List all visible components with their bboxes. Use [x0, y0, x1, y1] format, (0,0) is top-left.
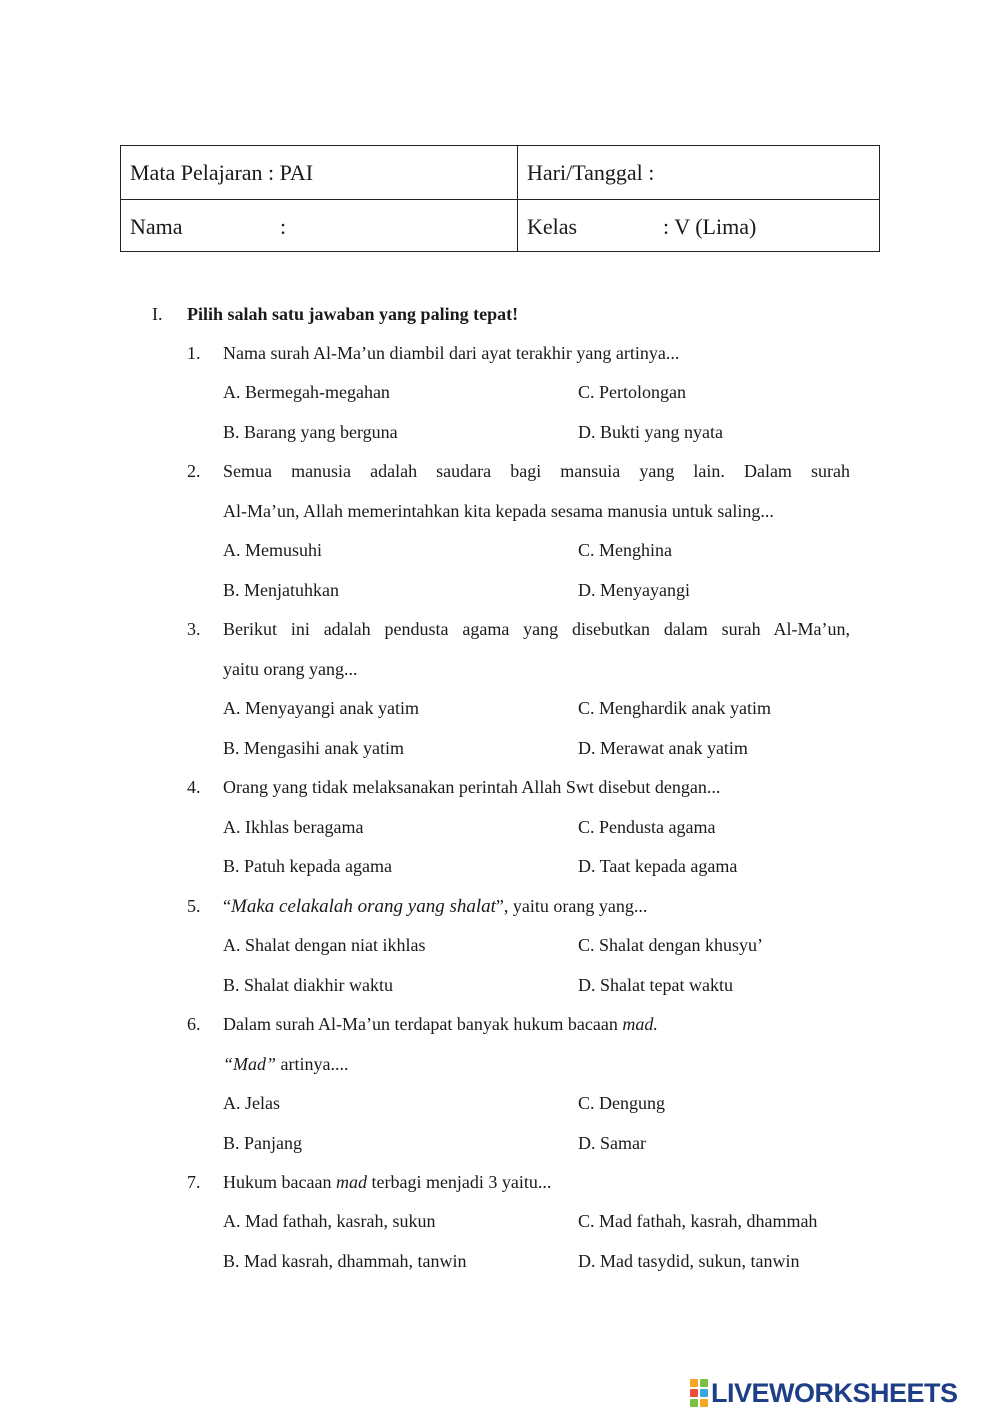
- option-b: B. Menjatuhkan: [223, 580, 339, 600]
- option-b: B. Mad kasrah, dhammah, tanwin: [223, 1251, 467, 1271]
- option-b: B. Mengasihi anak yatim: [223, 738, 404, 758]
- class-value: : V (Lima): [663, 214, 757, 239]
- question-number: 4.: [187, 777, 201, 797]
- name-colon: :: [280, 214, 287, 239]
- option-c: C. Mad fathah, kasrah, dhammah: [578, 1211, 818, 1231]
- question-text: Berikut ini adalah pendusta agama yang disebutkan dalam surah Al-Ma’un,: [223, 619, 850, 639]
- question-text-post: terbagi menjadi 3 yaitu...: [366, 1172, 552, 1192]
- subject-label: Mata Pelajaran : PAI: [130, 160, 314, 185]
- term-italic: “Mad”: [223, 1054, 277, 1074]
- question-text-rest: ”, yaitu orang yang...: [495, 896, 648, 916]
- question-text: Orang yang tidak melaksanakan perintah Allah Swt disebut dengan...: [223, 777, 721, 797]
- question-text-pre: Hukum bacaan: [223, 1172, 336, 1192]
- liveworksheets-logo[interactable]: [690, 1378, 958, 1408]
- class-label: Kelas: [527, 214, 578, 239]
- option-a: A. Bermegah-megahan: [223, 382, 390, 402]
- open-quote: “: [223, 896, 231, 916]
- option-a: A. Menyayangi anak yatim: [223, 698, 419, 718]
- name-label: Nama: [130, 214, 183, 239]
- question-text: [223, 1013, 658, 1035]
- section-number: I.: [152, 304, 163, 324]
- liveworksheets-logo-icon: [690, 1379, 708, 1407]
- question-text: Semua manusia adalah saudara bagi mansuia yang lain. Dalam surah: [223, 461, 850, 481]
- option-d: D. Mad tasydid, sukun, tanwin: [578, 1251, 800, 1271]
- option-c: C. Menghardik anak yatim: [578, 698, 771, 718]
- question-text: [223, 895, 647, 918]
- question-number: 5.: [187, 896, 201, 916]
- option-d: D. Bukti yang nyata: [578, 422, 723, 442]
- question-text: Nama surah Al-Ma’un diambil dari ayat terakhir yang artinya...: [223, 343, 680, 363]
- table-divider-horizontal: [121, 199, 879, 200]
- option-a: A. Memusuhi: [223, 540, 322, 560]
- question-number: 2.: [187, 461, 201, 481]
- date-label: Hari/Tanggal :: [527, 160, 655, 185]
- quote-italic: Maka celakalah orang yang shalat: [231, 896, 496, 917]
- option-b: B. Barang yang berguna: [223, 422, 398, 442]
- question-number: 1.: [187, 343, 201, 363]
- option-c: C. Dengung: [578, 1093, 665, 1113]
- question-text-continued: yaitu orang yang...: [223, 659, 358, 679]
- term-italic: mad: [335, 1172, 367, 1192]
- option-c: C. Shalat dengan khusyu’: [578, 935, 763, 955]
- option-d: D. Menyayangi: [578, 580, 690, 600]
- option-b: B. Patuh kepada agama: [223, 856, 392, 876]
- question-number: 3.: [187, 619, 201, 639]
- question-text-continued: [223, 1053, 349, 1075]
- option-c: C. Menghina: [578, 540, 672, 560]
- option-a: A. Jelas: [223, 1093, 280, 1113]
- option-a: A. Ikhlas beragama: [223, 817, 364, 837]
- question-text-pre: Dalam surah Al-Ma’un terdapat banyak hukum bacaan: [223, 1014, 623, 1034]
- section-instruction: Pilih salah satu jawaban yang paling tepat!: [187, 304, 519, 324]
- question-text-rest: artinya....: [276, 1054, 349, 1074]
- question-text: [223, 1171, 551, 1193]
- option-c: C. Pendusta agama: [578, 817, 716, 837]
- option-d: D. Samar: [578, 1133, 646, 1153]
- brand-name: LIVEWORKSHEETS: [711, 1378, 958, 1408]
- term-italic: mad.: [622, 1014, 658, 1034]
- option-d: D. Merawat anak yatim: [578, 738, 748, 758]
- option-d: D. Shalat tepat waktu: [578, 975, 733, 995]
- question-number: 7.: [187, 1172, 201, 1192]
- option-b: B. Shalat diakhir waktu: [223, 975, 393, 995]
- option-a: A. Mad fathah, kasrah, sukun: [223, 1211, 436, 1231]
- question-number: 6.: [187, 1014, 201, 1034]
- option-c: C. Pertolongan: [578, 382, 686, 402]
- question-text-continued: Al-Ma’un, Allah memerintahkan kita kepada sesama manusia untuk saling...: [223, 501, 774, 521]
- option-b: B. Panjang: [223, 1133, 302, 1153]
- option-a: A. Shalat dengan niat ikhlas: [223, 935, 426, 955]
- header-table: [120, 145, 880, 252]
- option-d: D. Taat kepada agama: [578, 856, 738, 876]
